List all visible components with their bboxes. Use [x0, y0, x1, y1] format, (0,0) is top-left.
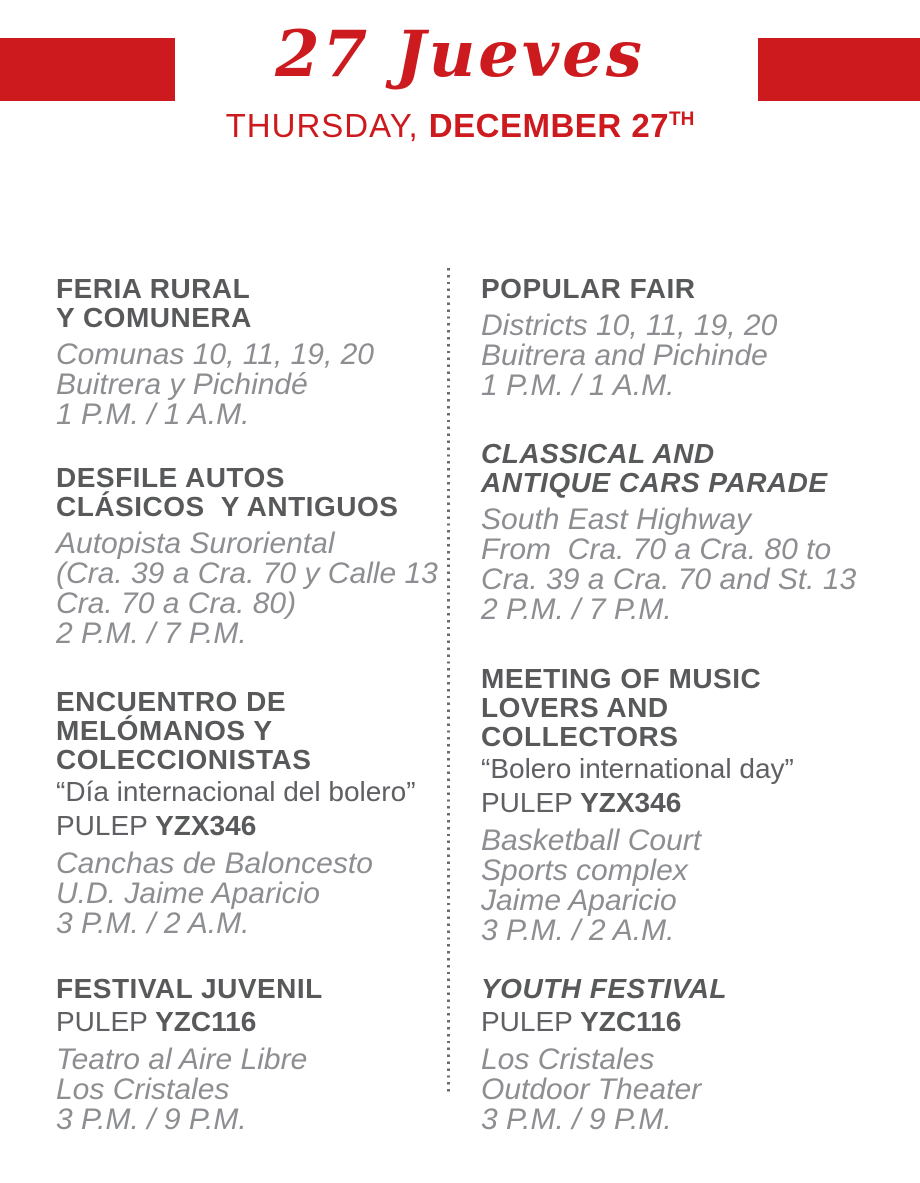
event-quote: “Bolero international day”	[481, 753, 794, 784]
event-details	[56, 1045, 441, 1135]
event-title-line: LOVERS AND	[481, 692, 669, 723]
pulep-code: YZX346	[580, 787, 682, 818]
event-details	[56, 849, 441, 939]
event-detail-line: Buitrera y Pichindé	[56, 368, 308, 401]
pulep-code: YZC116	[155, 1006, 257, 1037]
event-feria-rural-y-comunera	[56, 274, 441, 430]
event-detail-line: Autopista Suroriental	[56, 527, 335, 560]
event-title-line: Y COMUNERA	[56, 302, 252, 333]
pulep-label: PULEP	[481, 787, 581, 818]
event-title	[481, 664, 913, 751]
event-desfile-autos-clasicos	[56, 463, 441, 649]
event-classical-antique-cars-parade	[481, 439, 913, 625]
pulep-code: YZX346	[155, 810, 257, 841]
event-title-line: DESFILE AUTOS	[56, 462, 285, 493]
event-title-line: CLÁSICOS Y ANTIGUOS	[56, 491, 399, 522]
event-encuentro-de-melomanos	[56, 687, 441, 939]
event-detail-line: 1 P.M. / 1 A.M.	[481, 369, 675, 402]
subtitle-date: DECEMBER 27	[428, 107, 670, 144]
event-title-line: FERIA RURAL	[56, 273, 251, 304]
event-youth-festival	[481, 974, 913, 1135]
pulep-code: YZC116	[580, 1006, 682, 1037]
pulep-label: PULEP	[56, 1006, 156, 1037]
event-pulep	[481, 1006, 913, 1037]
pulep-label: PULEP	[481, 1006, 581, 1037]
event-detail-line: 3 P.M. / 9 P.M.	[481, 1103, 672, 1136]
column-spanish	[56, 0, 441, 1183]
event-title	[481, 974, 913, 1003]
event-detail-line: 3 P.M. / 2 A.M.	[56, 907, 250, 940]
event-detail-line: 3 P.M. / 9 P.M.	[56, 1103, 247, 1136]
event-detail-line: Cra. 39 a Cra. 70 and St. 13	[481, 563, 857, 596]
event-detail-line: Buitrera and Pichinde	[481, 339, 768, 372]
event-detail-line: From Cra. 70 a Cra. 80 to	[481, 533, 832, 566]
event-title	[481, 439, 913, 497]
event-detail-line: Districts 10, 11, 19, 20	[481, 309, 778, 342]
event-title-line: COLECCIONISTAS	[56, 744, 312, 775]
event-title	[56, 974, 441, 1003]
event-detail-line: Jaime Aparicio	[481, 884, 677, 917]
event-title-line: POPULAR FAIR	[481, 273, 696, 304]
event-detail-line: Teatro al Aire Libre	[56, 1043, 308, 1076]
event-pulep	[56, 810, 441, 841]
event-quote: “Día internacional del bolero”	[56, 776, 416, 807]
event-details	[481, 826, 913, 946]
event-title	[481, 274, 913, 303]
event-detail-line: Sports complex	[481, 854, 688, 887]
event-details	[56, 529, 441, 649]
event-title-line: ENCUENTRO DE	[56, 686, 287, 717]
dotted-divider	[447, 268, 450, 1095]
event-title	[56, 687, 441, 774]
event-detail-line: 3 P.M. / 2 A.M.	[481, 914, 675, 947]
event-title-line: MELÓMANOS Y	[56, 715, 273, 746]
event-detail-line: Basketball Court	[481, 824, 702, 857]
event-title-line: COLLECTORS	[481, 721, 679, 752]
event-title-line: ANTIQUE CARS PARADE	[481, 467, 828, 498]
subtitle-ordinal: TH	[669, 109, 695, 130]
event-detail-line: 2 P.M. / 7 P.M.	[481, 593, 672, 626]
event-detail-line: Los Cristales	[481, 1043, 655, 1076]
event-details	[481, 505, 913, 625]
event-title-line: MEETING OF MUSIC	[481, 663, 762, 694]
event-popular-fair	[481, 274, 913, 401]
event-detail-line: Canchas de Baloncesto	[56, 847, 373, 880]
event-details	[481, 1045, 913, 1135]
subtitle-day: THURSDAY,	[225, 107, 429, 144]
pulep-label: PULEP	[56, 810, 156, 841]
event-detail-line: 1 P.M. / 1 A.M.	[56, 398, 250, 431]
event-detail-line: South East Highway	[481, 503, 752, 536]
event-details	[481, 311, 913, 401]
event-detail-line: Comunas 10, 11, 19, 20	[56, 338, 374, 371]
event-festival-juvenil	[56, 974, 441, 1135]
event-detail-line: Los Cristales	[56, 1073, 230, 1106]
event-pulep	[56, 1006, 441, 1037]
event-title-line: FESTIVAL JUVENIL	[56, 973, 323, 1004]
event-detail-line: (Cra. 39 a Cra. 70 y Calle 13	[56, 557, 438, 590]
event-title	[56, 274, 441, 332]
event-title	[56, 463, 441, 521]
event-meeting-of-music-lovers	[481, 664, 913, 946]
event-detail-line: Outdoor Theater	[481, 1073, 702, 1106]
event-detail-line: 2 P.M. / 7 P.M.	[56, 617, 247, 650]
event-title-line: CLASSICAL AND	[481, 438, 715, 469]
event-pulep	[481, 787, 913, 818]
event-detail-line: Cra. 70 a Cra. 80)	[56, 587, 297, 620]
event-detail-line: U.D. Jaime Aparicio	[56, 877, 320, 910]
event-details	[56, 340, 441, 430]
page-title-spanish: 27 Jueves	[275, 17, 645, 92]
column-english	[481, 0, 913, 1183]
event-title-line: YOUTH FESTIVAL	[481, 973, 728, 1004]
